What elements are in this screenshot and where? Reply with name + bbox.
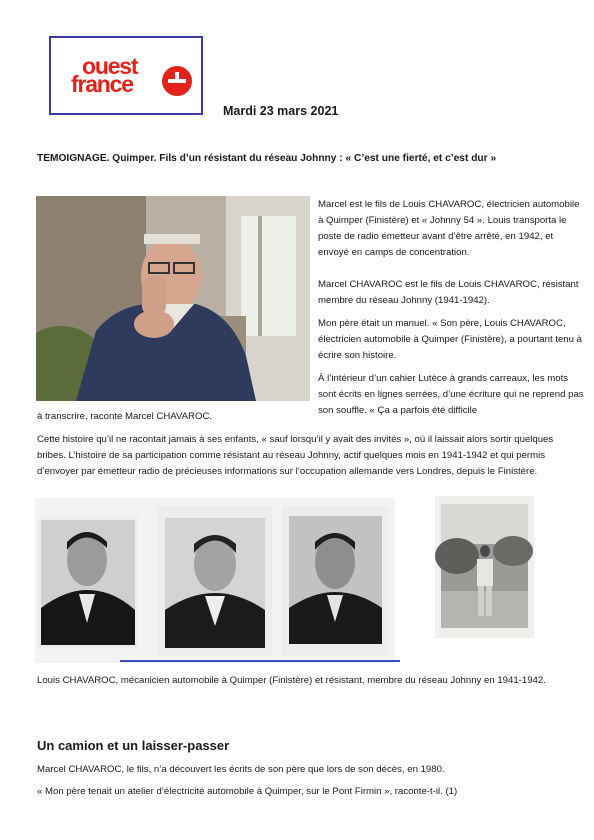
paragraph-1: Marcel est le fils de Louis CHAVAROC, électricien automobile à Quimper (Finistère) et « Johnny 54 ». Louis transporta le poste de radio émetteur avant d’être arrêté, en 1942, et envoyé en camps de concentration. (318, 199, 580, 258)
paragraph-7: « Mon père tenait un atelier d’électricité automobile à Quimper, sur le Pont Firmin », raconte-t-il. (1) (37, 786, 458, 797)
section-title: Un camion et un laisser-passer (37, 738, 230, 753)
article-headline: TEMOIGNAGE. Quimper. Fils d’un résistant du réseau Johnny : « C’est une fierté, et c’est dur » (37, 153, 497, 164)
logo-line-1: ouest (82, 53, 138, 79)
standing-man-photo (435, 496, 534, 638)
vintage-portraits-strip (35, 498, 395, 663)
paragraph-3: Mon père était un manuel. « Son père, Louis CHAVAROC, électricien automobile à Quimper (Finistère), a pourtant tenu à écrire son histoire. (318, 318, 582, 361)
portrait-photo (36, 196, 310, 401)
paragraph-6: Marcel CHAVAROC, le fils, n’a découvert les écrits de son père que lors de son décès, en 1980. (37, 764, 445, 775)
logo-line-2: france (71, 71, 133, 97)
strip-underline (120, 660, 400, 662)
ouest-france-logo (49, 36, 203, 115)
publication-date: Mardi 23 mars 2021 (223, 104, 339, 118)
logo-circle-icon (161, 65, 193, 97)
paragraph-2: Marcel CHAVAROC est le fils de Louis CHAVAROC, résistant membre du réseau Johnny (1941-1942). (318, 279, 579, 306)
paragraph-5: Cette histoire qu’il ne racontait jamais à ses enfants, « sauf lorsqu’il y avait des invités », où il laissait alors sortir quelques bribes. L’histoire de sa participation comme résistant au réseau Johnny, actif quelques mois en 1941-1942 et qui permis d’envoyer par émetteur radio de précieuses informations sur l’occupation allemande vers Londres, depuis le Finistère. (37, 434, 554, 477)
paragraph-4-continued: à transcrire, raconte Marcel CHAVAROC. (37, 411, 213, 422)
photo-caption: Louis CHAVAROC, mécanicien automobile à Quimper (Finistère) et résistant, membre du réseau Johnny en 1941-1942. (37, 675, 546, 686)
paragraph-4: À l’intérieur d’un cahier Lutèce à grands carreaux, les mots sont écrits en lignes serrées, d’une écriture qui ne reprend pas son souffle. « Ça a parfois été difficile (318, 373, 584, 416)
